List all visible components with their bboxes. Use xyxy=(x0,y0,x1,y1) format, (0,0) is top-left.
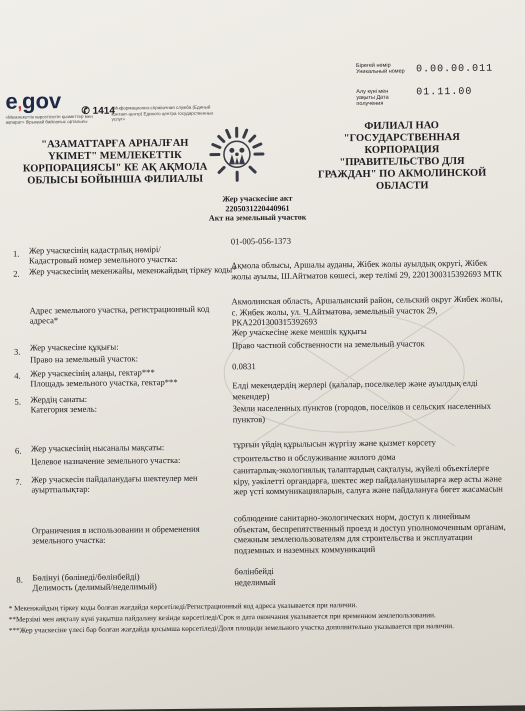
restrictions-label-ru: Ограничения в использовании и обременения земельного участка: xyxy=(32,523,232,545)
row-1-number: 1. xyxy=(13,249,20,259)
document-title: Жер учаскесіне акт 2205031220440961 Акт на земельный участок xyxy=(172,193,342,223)
row-4-label: Жер учаскесінің алаңы, гектар*** Площадь земельного участка, гектар*** xyxy=(30,366,230,388)
government-emblem-icon xyxy=(207,124,268,185)
cadastral-number: 01-005-056-1373 xyxy=(231,234,501,247)
row-7-number: 7. xyxy=(15,477,22,487)
row-5-number: 5. xyxy=(14,397,21,407)
phone-number: ✆ 1414 xyxy=(81,106,115,117)
issuer-kz: "АЗАМАТТАРҒА АРНАЛҒАН ҮКІМЕТ" МЕМЛЕКЕТТІК КОРПОРАЦИЯСЫ" КЕ АҚ АҚМОЛА ОБЛЫСЫ БОЙЫНША ФИЛИАЛЫ xyxy=(20,138,210,188)
row-4-number: 4. xyxy=(14,371,21,381)
egov-logo: e,gov xyxy=(5,88,61,115)
row-2-label: Жер учаскесінің мекенжайы, мекенжайдың тіркеу коды* xyxy=(29,264,254,276)
land-category: Елді мекендердің жерлері (қалалар, поселкелер және ауылдық елді мекендер) Земли населенных пунктов (городов, поселков и сельских населенных пунктов) xyxy=(232,378,504,425)
footnote-3: ***Жер учаскесіне үлесі бар болған жағдайда қосымша көрсетіледі/Доля площади земельного участка дополнительно указывается при наличии. xyxy=(9,622,454,635)
divisibility: бөлінбейді неделимый xyxy=(234,564,506,588)
row-5-label: Жердің санаты: Категория земель: xyxy=(30,392,220,414)
footnote-1: * Мекенжайдың тіркеу коды болған жағдайда көрсетіледі/Регистрационный код адреса указывается при наличии. xyxy=(9,601,358,613)
restrictions-ru: соблюдение санитарно-экологических норм, доступ к линейным объектам, беспрепятственный проезд и доступ уполномоченным органам, смежным землепользователям для строительства и эксплуатации подземных и наземных коммуникаций xyxy=(234,511,506,556)
target-purpose: тұрғын үйдің құрылысын жүргізу және қызмет көрсету строительство и обслуживание жилого дома xyxy=(233,437,505,464)
row-8-number: 8. xyxy=(16,575,23,585)
address-label-ru: Адрес земельного участка, регистрационный код адреса* xyxy=(29,303,234,325)
logo-caption: «Мемлекеттік көрсетілетін қызметтер мен ақпарат» бірыңғай байланыс орталығы xyxy=(6,114,106,125)
unique-number-label: Бірегей нөмір Уникальный номер xyxy=(356,63,408,76)
row-6-label: Жер учаскесінің нысаналы мақсаты: Целевое назначение земельного участка: xyxy=(31,441,231,466)
issuer-ru: ФИЛИАЛ НАО "ГОСУДАРСТВЕННАЯ КОРПОРАЦИЯ "ПРАВИТЕЛЬСТВО ДЛЯ ГРАЖДАН" ПО АКМОЛИНСКОЙ ОБЛАСТИ xyxy=(317,120,488,194)
unique-number-value: 0.00.00.011 xyxy=(416,64,493,76)
row-3-number: 3. xyxy=(14,347,21,357)
address-ru: Акмолинская область, Аршалынский район, сельский округ Жибек жолы, с. Жибек жолы, ул. Ч.Айтматова, земельный участок 29, РКА2201300315392693 xyxy=(231,294,503,328)
row-7-label: Жер учаскесін пайдаланудағы шектеулер мен ауыртпалықтар: xyxy=(31,472,231,494)
footnote-2: **Мерзімі мен аяқталу күні уақытша пайдалану кезінде көрсетіледі/Срок и дата окончания указывается при временном землепользовании. xyxy=(9,611,436,623)
row-8-label: Бөлінуі (бөлінеді/бөлінбейді) Делимость (делимый/неделимый) xyxy=(32,570,232,592)
address-kz: Ақмола облысы, Аршалы ауданы, Жібек жолы ауылдық округі, Жібек жолы ауылы, Ш.Айтматов көшесі, жер телімі 29, 2201300315392693 МТК xyxy=(231,258,503,282)
receipt-date-value: 01.11.00 xyxy=(416,87,472,99)
restrictions-kz: санитарлық-экологиялық талаптардың сақталуы, жүйелі объектілерге кіру, уәкілетті органдарға, шектес жер пайдаланушыларға жер асты және жер үсті коммуникацияларын, салуға және пайдалануға бөгет жасамасын xyxy=(233,463,505,497)
phone-caption: «Информационно-справочная служба (Единый контакт-центр) Единого центра государственных услуг» xyxy=(111,104,221,122)
row-3-label: Жер учаскесіне құқығы: Право на земельный участок: xyxy=(30,340,230,364)
area-hectares: 0.0831 xyxy=(232,359,504,372)
row-6-number: 6. xyxy=(15,446,22,456)
receipt-date-label: Алу күні мен уақыты Дата получения xyxy=(356,89,408,108)
row-2-number: 2. xyxy=(13,269,20,279)
land-right: Жер учаскесіне жеке меншік құқығы Право частной собственности на земельный участок xyxy=(232,325,504,351)
row-1-label: Жер учаскесінің кадастрлық нөмірі/ Кадастровый номер земельного участка: xyxy=(29,243,229,265)
